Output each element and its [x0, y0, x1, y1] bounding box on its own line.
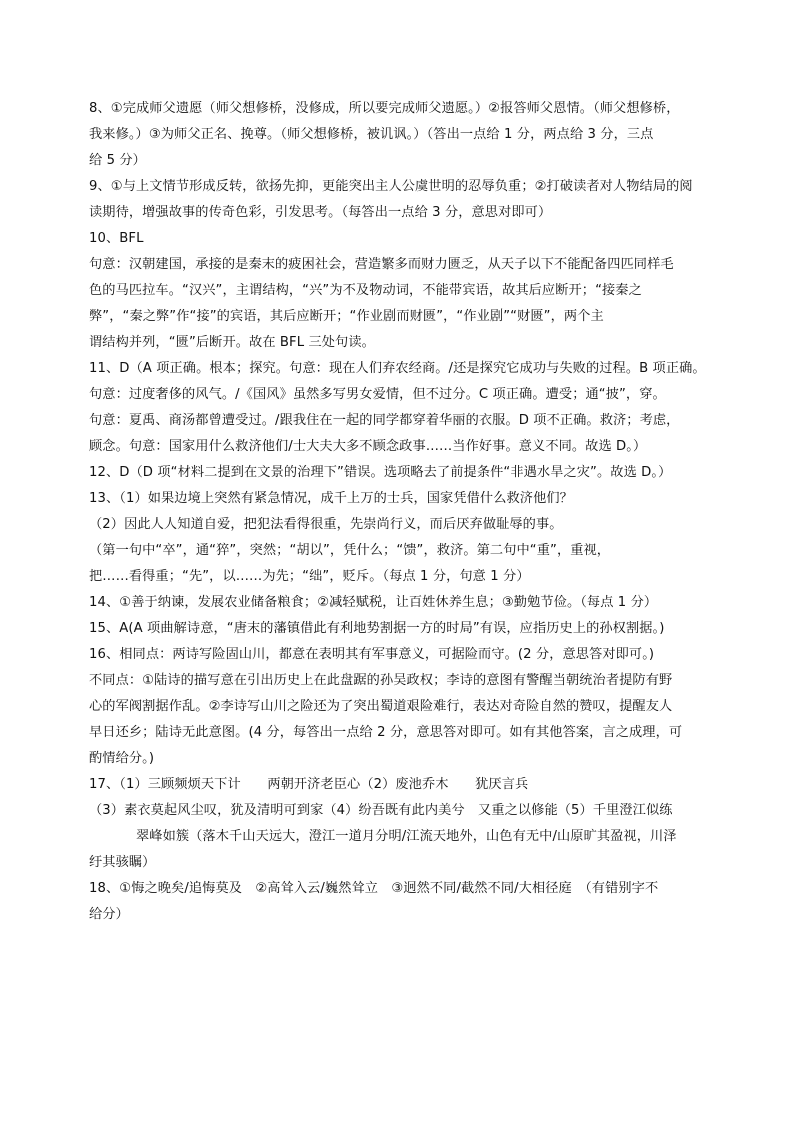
q16-line-3: 心的军阀割据作乱。②李诗写山川之险还为了突出蜀道艰险难行，表达对奇险自然的赞叹，提醒友人: [89, 699, 673, 714]
q14-line-1: 14、①善于纳谏，发展农业储备粮食；②减轻赋税，让百姓休养生息；③勤勉节俭。（每点 1 分）: [89, 595, 658, 610]
q9-line-2: 读期待，增强故事的传奇色彩，引发思考。（每答出一点给 3 分，意思对即可）: [89, 205, 552, 220]
q17-line-2: （3）素衣莫起风尘叹，犹及清明可到家（4）纷吾既有此内美兮 又重之以修能（5）千里澄江似练: [89, 803, 673, 818]
q13-line-4: 把……看得重；“先”，以……为先；“绌”，贬斥。（每点 1 分，句意 1 分）: [89, 569, 530, 584]
q15-line-1: 15、A(A 项曲解诗意，“唐末的藩镇借此有利地势割据一方的时局”有误，应指历史上的孙权割据。): [89, 621, 665, 636]
q16-line-1: 16、相同点：两诗写险固山川，都意在表明其有军事意义，可据险而守。(2 分，意思答对即可。): [89, 647, 655, 662]
q17-line-3: 翠峰如簇（落木千山天远大，澄江一道月分明/江流天地外，山色有无中/山原旷其盈视，川泽: [136, 829, 677, 844]
q10-line-3: 弊”，“秦之弊”作“接”的宾语，其后应断开；“作业剧而财匮”，“作业剧”“财匮”，两个主: [89, 309, 604, 324]
q17-line-1: 17、（1）三顾频烦天下计 两朝开济老臣心（2）废池乔木 犹厌言兵: [89, 777, 529, 792]
q8-line-2: 我来修。）③为师父正名、挽尊。（师父想修桥，被讥讽。）（答出一点给 1 分，两点给 3 分，三点: [89, 127, 654, 142]
q16-line-5: 酌情给分。): [89, 751, 155, 766]
q13-line-3: （第一句中“卒”，通“猝”，突然；“胡以”，凭什么；“馈”，救济。第二句中“重”，重视，: [89, 543, 611, 558]
q11-line-4: 顾念。句意：国家用什么救济他们/士大夫大多不顾念政事……当作好事。意义不同。故选 D。）: [89, 439, 647, 454]
q9-line-1: 9、①与上文情节形成反转，欲扬先抑，更能突出主人公虞世明的忍辱负重；②打破读者对人物结局的阅: [89, 179, 693, 194]
q13-line-2: （2）因此人人知道自爱，把犯法看得很重，先崇尚行义，而后厌弃做耻辱的事。: [89, 517, 563, 532]
q16-line-4: 早日还乡；陆诗无此意图。(4 分，每答出一点给 2 分，意思答对即可。如有其他答案，言之成理，可: [89, 725, 683, 740]
q11-line-3: 句意：夏禹、商汤都曾遭受过。/跟我住在一起的同学都穿着华丽的衣服。D 项不正确。救济；考虑，: [89, 413, 680, 428]
q12-line-1: 12、D（D 项“材料二提到在文景的治理下”错误。选项略去了前提条件“非遇水旱之灾”。故选 D。）: [89, 465, 672, 480]
q8-line-1: 8、①完成师父遗愿（师父想修桥，没修成，所以要完成师父遗愿。）②报答师父恩情。（师父想修桥，: [89, 101, 680, 116]
q10-line-1: 句意：汉朝建国，承接的是秦末的疲困社会，营造繁多而财力匮乏，从天子以下不能配备四匹同样毛: [89, 257, 674, 272]
q8-line-3: 给 5 分）: [89, 153, 146, 168]
q10-line-2: 色的马匹拉车。“汉兴”，主谓结构，“兴”为不及物动词，不能带宾语，故其后应断开；“接秦之: [89, 283, 642, 298]
q13-line-1: 13、（1）如果边境上突然有紧急情况，成千上万的士兵，国家凭借什么救济他们？: [89, 491, 573, 506]
q11-line-2: 句意：过度奢侈的风气。/《国风》虽然多写男女爱情，但不过分。C 项正确。遭受；通“披”，穿。: [89, 387, 666, 402]
q11-line-1: 11、D（A 项正确。根本；探究。句意：现在人们弃农经商。/还是探究它成功与失败的过程。B 项正确。: [89, 361, 706, 376]
q16-line-2: 不同点：①陆诗的描写意在引出历史上在此盘踞的孙吴政权；李诗的意图有警醒当朝统治者提防有野: [89, 673, 673, 688]
q18-line-2: 给分）: [89, 907, 129, 922]
q18-line-1: 18、①悔之晚矣/追悔莫及 ②高耸入云/巍然耸立 ③迥然不同/截然不同/大相径庭 （有错别字不: [89, 881, 659, 896]
q10-line-4: 谓结构并列，“匮”后断开。故在 BFL 三处句读。: [89, 335, 375, 350]
q10-answer: 10、BFL: [89, 231, 144, 246]
q17-line-4: 纡其骇瞩）: [89, 855, 156, 870]
